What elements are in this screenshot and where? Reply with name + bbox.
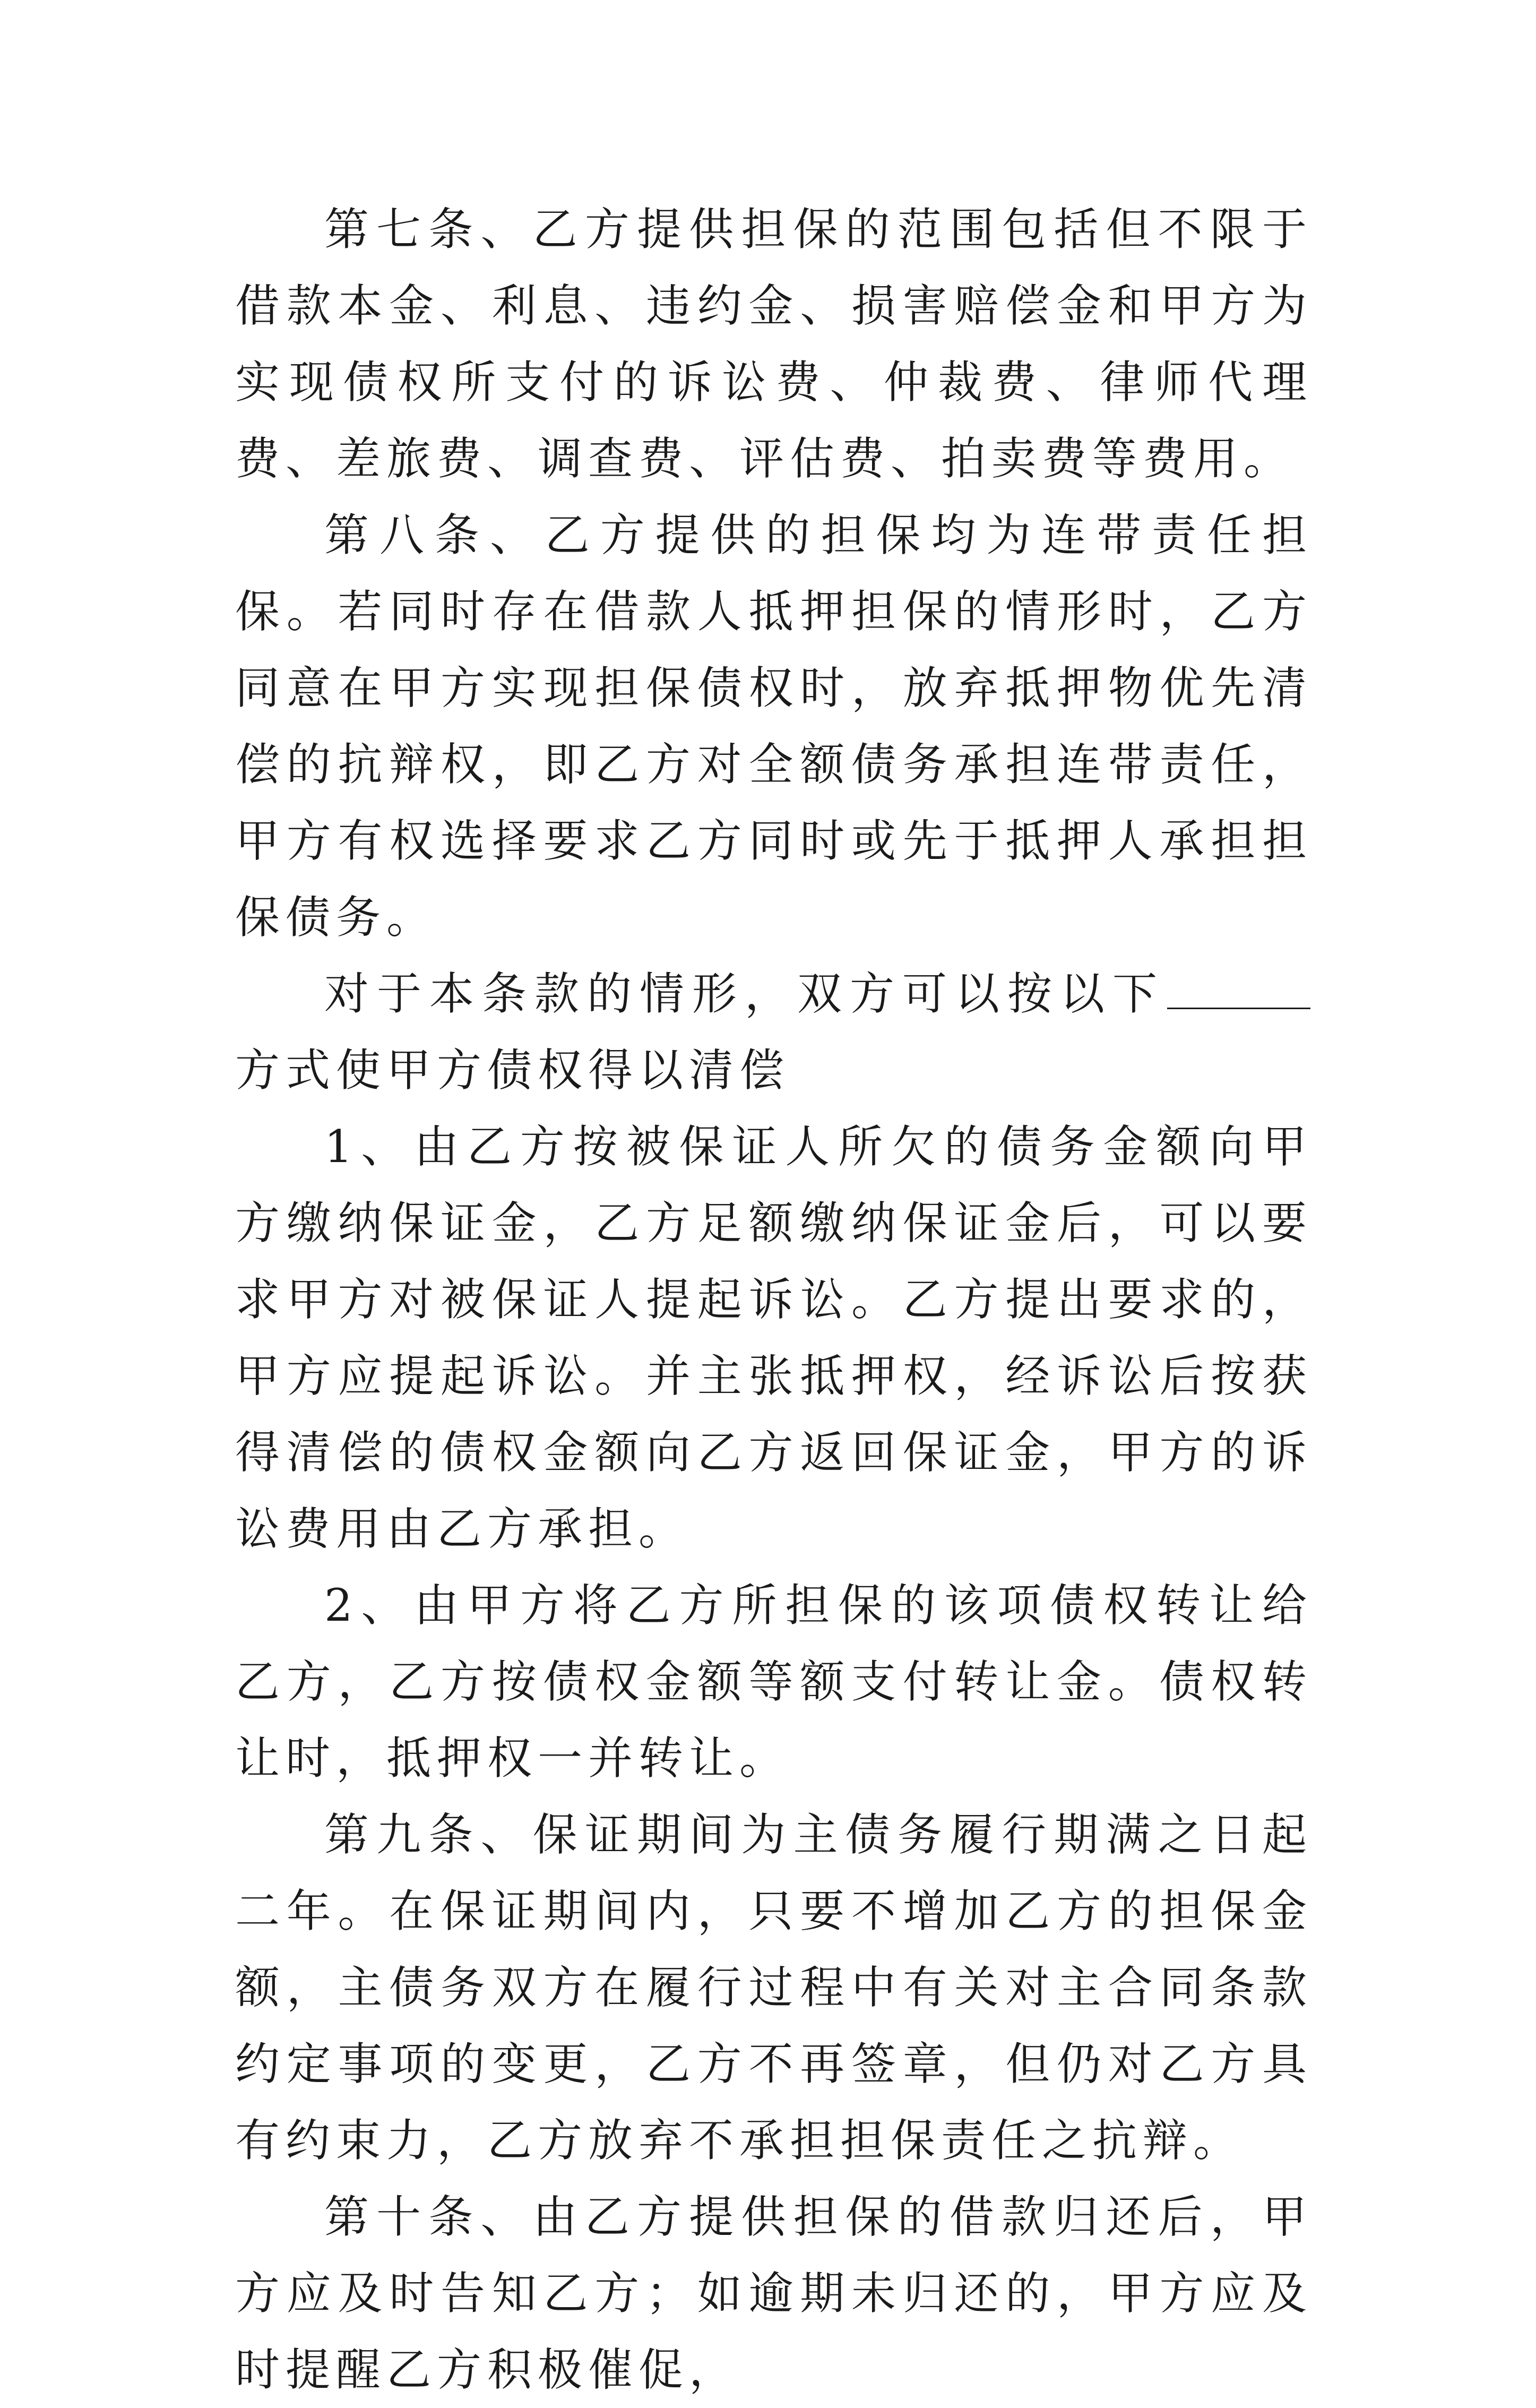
option-1-paragraph: 1、由乙方按被保证人所欠的债务金额向甲方缴纳保证金，乙方足额缴纳保证金后，可以要求甲方对被保证人提起诉讼。乙方提出要求的，甲方应提起诉讼。并主张抵押权，经诉讼后按获得清偿的债权金额向乙方返回保证金，甲方的诉讼费用由乙方承担。	[235, 1121, 1313, 1555]
options-intro-text: 对于本条款的情形，双方可以按以下	[324, 968, 1165, 1020]
article-8-options-paragraph	[235, 956, 1313, 1108]
article-9-paragraph: 第九条、保证期间为主债务履行期满之日起二年。在保证期间内，只要不增加乙方的担保金额，主债务双方在履行过程中有关对主合同条款约定事项的变更，乙方不再签章，但仍对乙方具有约束力，乙方放弃不承担担保责任之抗辩。	[235, 1809, 1313, 2166]
option-2-paragraph: 2、由甲方将乙方所担保的该项债权转让给乙方，乙方按债权金额等额支付转让金。债权转让时，抵押权一并转让。	[235, 1579, 1313, 1784]
options-outro-text: 方式使甲方债权得以清偿	[235, 1044, 790, 1096]
document-body	[235, 191, 1313, 2408]
fill-in-blank	[1167, 970, 1310, 1009]
article-7-paragraph: 第七条、乙方提供担保的范围包括但不限于借款本金、利息、违约金、损害赔偿金和甲方为实现债权所支付的诉讼费、仲裁费、律师代理费、差旅费、调查费、评估费、拍卖费等费用。	[235, 203, 1313, 485]
article-8-paragraph: 第八条、乙方提供的担保均为连带责任担保。若同时存在借款人抵押担保的情形时，乙方同意在甲方实现担保债权时，放弃抵押物优先清偿的抗辩权，即乙方对全额债务承担连带责任，甲方有权选择要求乙方同时或先于抵押人承担担保债务。	[235, 509, 1313, 943]
article-10-paragraph: 第十条、由乙方提供担保的借款归还后，甲方应及时告知乙方；如逾期未归还的，甲方应及时提醒乙方积极催促，	[235, 2191, 1313, 2396]
